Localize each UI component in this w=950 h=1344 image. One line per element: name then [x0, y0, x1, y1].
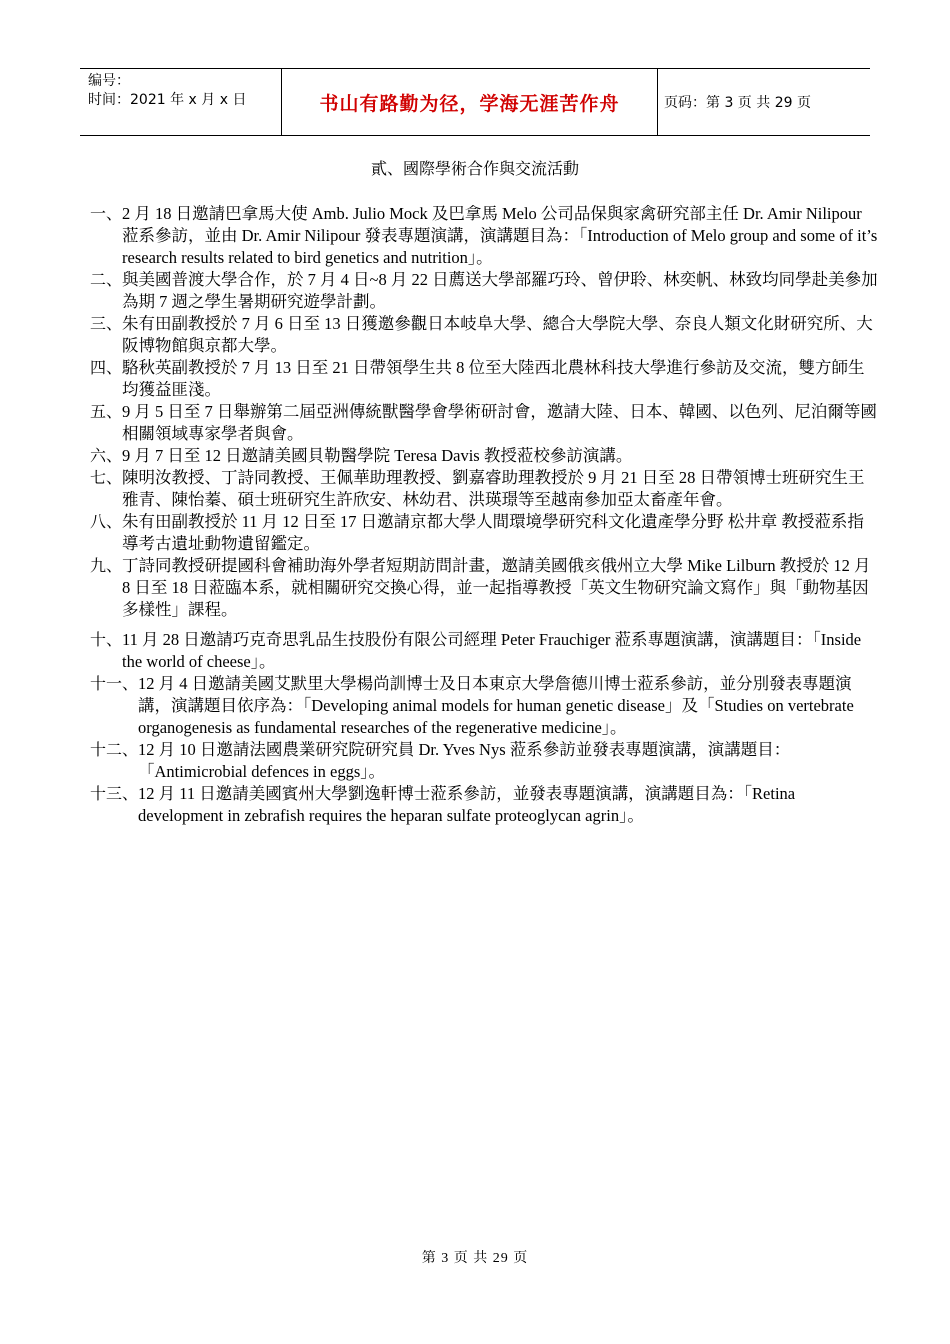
- number-label: 编号：: [88, 73, 130, 89]
- item-number: 六、: [90, 446, 123, 465]
- item-text: 11 月 28 日邀請巧克奇思乳品生技股份有限公司經理 Peter Frauchiger 蒞系專題演講，演講題目：「Inside the world of cheese」。: [122, 630, 862, 671]
- item-text: 9 月 7 日至 12 日邀請美國貝勒醫學院 Teresa Davis 教授蒞校參訪演講。: [122, 446, 633, 465]
- item-text: 2 月 18 日邀請巴拿馬大使 Amb. Julio Mock 及巴拿馬 Melo 公司品保與家禽研究部主任 Dr. Amir Nilipour 蒞系參訪，並由 Dr. Amir Nilipour 發表專題演講，演講題目為：「Introduction of Melo group and some of it’s research results related to bird genetics and nutrition」。: [122, 204, 878, 267]
- item-text: 12 月 11 日邀請美國賓州大學劉逸軒博士蒞系參訪，並發表專題演講，演講題目為：「Retina development in zebrafish requires the heparan sulfate proteoglycan agrin」。: [138, 784, 796, 825]
- header-page-info: 页码：第 3 页 共 29 页: [664, 95, 811, 111]
- page-header: [80, 68, 870, 136]
- list-item: [90, 629, 880, 673]
- item-number: 十二、: [90, 740, 139, 759]
- item-number: 十、: [90, 630, 123, 649]
- item-number: 三、: [90, 314, 123, 333]
- list-item: [90, 673, 880, 739]
- list-item: [90, 269, 880, 313]
- item-number: 十一、: [90, 674, 139, 693]
- list-item: [90, 445, 880, 467]
- item-text: 朱有田副教授於 7 月 6 日至 13 日獲邀參觀日本岐阜大學、總合大學院大學、奈良人類文化財研究所、大阪博物館與京都大學。: [122, 314, 873, 355]
- item-number: 五、: [90, 402, 123, 421]
- time-label: 时间：2021 年 x 月 x 日: [88, 92, 247, 108]
- item-number: 七、: [90, 468, 123, 487]
- item-number: 一、: [90, 204, 123, 223]
- item-text: 12 月 4 日邀請美國艾默里大學楊尚訓博士及日本東京大學詹德川博士蒞系參訪，並分別發表專題演講，演講題目依序為：「Developing animal models for human genetic disease」及「Studies on vertebrate organogenesis as fundamental researches of the regenerative medicine」。: [138, 674, 854, 737]
- item-text: 12 月 10 日邀請法國農業研究院研究員 Dr. Yves Nys 蒞系參訪並發表專題演講，演講題目：「Antimicrobial defences in eggs」。: [138, 740, 791, 781]
- list-item: [90, 313, 880, 357]
- activity-list: [90, 203, 880, 827]
- list-item: [90, 467, 880, 511]
- item-text: 陳明汝教授、丁詩同教授、王佩華助理教授、劉嘉睿助理教授於 9 月 21 日至 28 日帶領博士班研究生王雅青、陳怡蓁、碩士班研究生許欣安、林幼君、洪瑛璟等至越南參加亞太畜產年會。: [122, 468, 865, 509]
- item-text: 駱秋英副教授於 7 月 13 日至 21 日帶領學生共 8 位至大陸西北農林科技大學進行參訪及交流，雙方師生均獲益匪淺。: [122, 358, 865, 399]
- list-item: [90, 555, 880, 621]
- list-item: [90, 783, 880, 827]
- item-number: 八、: [90, 512, 123, 531]
- list-item: [90, 401, 880, 445]
- item-number: 二、: [90, 270, 123, 289]
- header-meta: [80, 69, 282, 135]
- list-item: [90, 739, 880, 783]
- item-text: 朱有田副教授於 11 月 12 日至 17 日邀請京都大學人間環境學研究科文化遺產學分野 松井章 教授蒞系指導考古遺址動物遺留鑑定。: [122, 512, 864, 553]
- item-text: 與美國普渡大學合作，於 7 月 4 日~8 月 22 日薦送大學部羅巧玲、曾伊聆、林奕帆、林致均同學赴美參加為期 7 週之學生暑期研究遊學計劃。: [122, 270, 878, 311]
- list-item: [90, 357, 880, 401]
- item-number: 四、: [90, 358, 123, 377]
- item-text: 丁詩同教授研提國科會補助海外學者短期訪問計畫，邀請美國俄亥俄州立大學 Mike Lilburn 教授於 12 月 8 日至 18 日蒞臨本系，就相關研究交換心得，並一起指導教授「英文生物研究論文寫作」與「動物基因多樣性」課程。: [122, 556, 871, 619]
- item-number: 九、: [90, 556, 123, 575]
- item-text: 9 月 5 日至 7 日舉辦第二屆亞洲傳統獸醫學會學術研討會，邀請大陸、日本、韓國、以色列、尼泊爾等國相關領域專家學者與會。: [122, 402, 877, 443]
- list-item: [90, 511, 880, 555]
- item-number: 十三、: [90, 784, 139, 803]
- list-item: [90, 203, 880, 269]
- page-footer: 第 3 页 共 29 页: [421, 1251, 529, 1266]
- header-motto: 书山有路勤为径，学海无涯苦作舟: [282, 69, 658, 135]
- section-title: 貳、國際學術合作與交流活動: [370, 159, 579, 178]
